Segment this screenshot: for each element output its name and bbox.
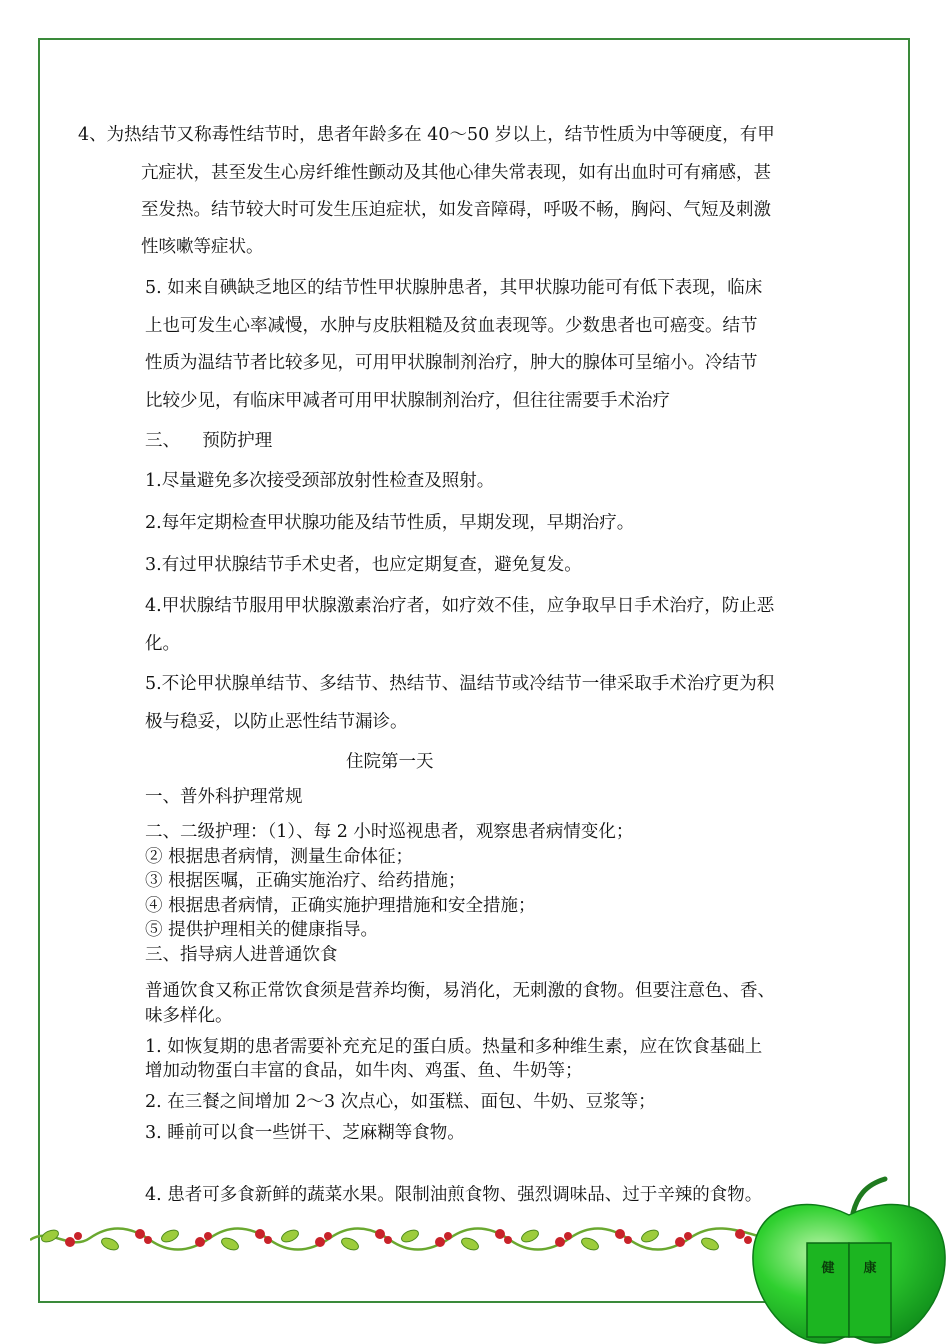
day1-item-6: ⑤ 提供护理相关的健康指导。 bbox=[145, 920, 379, 940]
prevention-heading: 三、 预防护理 bbox=[145, 431, 273, 451]
prevention-item-3: 3.有过甲状腺结节手术史者，也应定期复查，避免复发。 bbox=[145, 555, 582, 575]
diet-para-3: 2. 在三餐之间增加 2～3 次点心，如蛋糕、面包、牛奶、豆浆等； bbox=[145, 1092, 656, 1112]
para-5-line2: 上也可发生心率减慢，水肿与皮肤粗糙及贫血表现等。少数患者也可癌变。结节 bbox=[145, 316, 758, 336]
para-5-line1: 5. 如来自碘缺乏地区的结节性甲状腺肿患者，其甲状腺功能可有低下表现，临床 bbox=[145, 278, 763, 298]
prevention-item-4-cont: 化。 bbox=[145, 634, 180, 654]
prevention-item-2: 2.每年定期检查甲状腺功能及结节性质，早期发现，早期治疗。 bbox=[145, 513, 635, 533]
diet-para-1-line1: 普通饮食又称正常饮食须是营养均衡，易消化，无刺激的食物。但要注意色、香、 bbox=[145, 981, 775, 1001]
prevention-item-5: 5.不论甲状腺单结节、多结节、热结节、温结节或冷结节一律采取手术治疗更为积 bbox=[145, 674, 775, 694]
para-4-line3: 至发热。结节较大时可发生压迫症状，如发音障碍，呼吸不畅，胸闷、气短及刺激 bbox=[141, 200, 771, 220]
diet-para-4: 3. 睡前可以食一些饼干、芝麻糊等食物。 bbox=[145, 1123, 465, 1143]
day1-item-2: 二、二级护理：（1）、每 2 小时巡视患者，观察患者病情变化； bbox=[145, 822, 634, 842]
diet-para-2-line1: 1. 如恢复期的患者需要补充充足的蛋白质。热量和多种维生素，应在饮食基础上 bbox=[145, 1037, 763, 1057]
prevention-item-5-cont: 极与稳妥，以防止恶性结节漏诊。 bbox=[145, 712, 408, 732]
day1-item-3: ② 根据患者病情，测量生命体征； bbox=[145, 847, 414, 867]
apple-label-right: 康 bbox=[863, 1261, 877, 1276]
day1-item-1: 一、普外科护理常规 bbox=[145, 787, 303, 807]
day1-item-4: ③ 根据医嘱，正确实施治疗、给药措施； bbox=[145, 871, 466, 891]
para-4-line1: 4、为热结节又称毒性结节时，患者年龄多在 40～50 岁以上，结节性质为中等硬度，有甲 bbox=[78, 125, 775, 145]
vine-border-decoration bbox=[30, 1218, 770, 1258]
prevention-item-1: 1.尽量避免多次接受颈部放射性检查及照射。 bbox=[145, 471, 495, 491]
apple-label-left: 健 bbox=[821, 1261, 835, 1276]
diet-para-5: 4. 患者可多食新鲜的蔬菜水果。限制油煎食物、强烈调味品、过于辛辣的食物。 bbox=[145, 1185, 763, 1205]
para-5-line4: 比较少见，有临床甲减者可用甲状腺制剂治疗，但往往需要手术治疗 bbox=[145, 391, 670, 411]
day1-item-5: ④ 根据患者病情，正确实施护理措施和安全措施； bbox=[145, 896, 536, 916]
para-4-line4: 性咳嗽等症状。 bbox=[141, 237, 264, 257]
prevention-item-4: 4.甲状腺结节服用甲状腺激素治疗者，如疗效不佳，应争取早日手术治疗，防止恶 bbox=[145, 596, 775, 616]
diet-para-2-line2: 增加动物蛋白丰富的食品，如牛肉、鸡蛋、鱼、牛奶等； bbox=[145, 1061, 583, 1081]
para-4-line2: 亢症状，甚至发生心房纤维性颤动及其他心律失常表现，如有出血时可有痛感，甚 bbox=[141, 163, 771, 183]
day1-item-7: 三、指导病人进普通饮食 bbox=[145, 945, 338, 965]
green-apple-decoration bbox=[745, 1175, 950, 1344]
section-title: 住院第一天 bbox=[346, 752, 434, 772]
para-5-line3: 性质为温结节者比较多见，可用甲状腺制剂治疗，肿大的腺体可呈缩小。冷结节 bbox=[145, 353, 758, 373]
diet-para-1-line2: 味多样化。 bbox=[145, 1006, 233, 1026]
